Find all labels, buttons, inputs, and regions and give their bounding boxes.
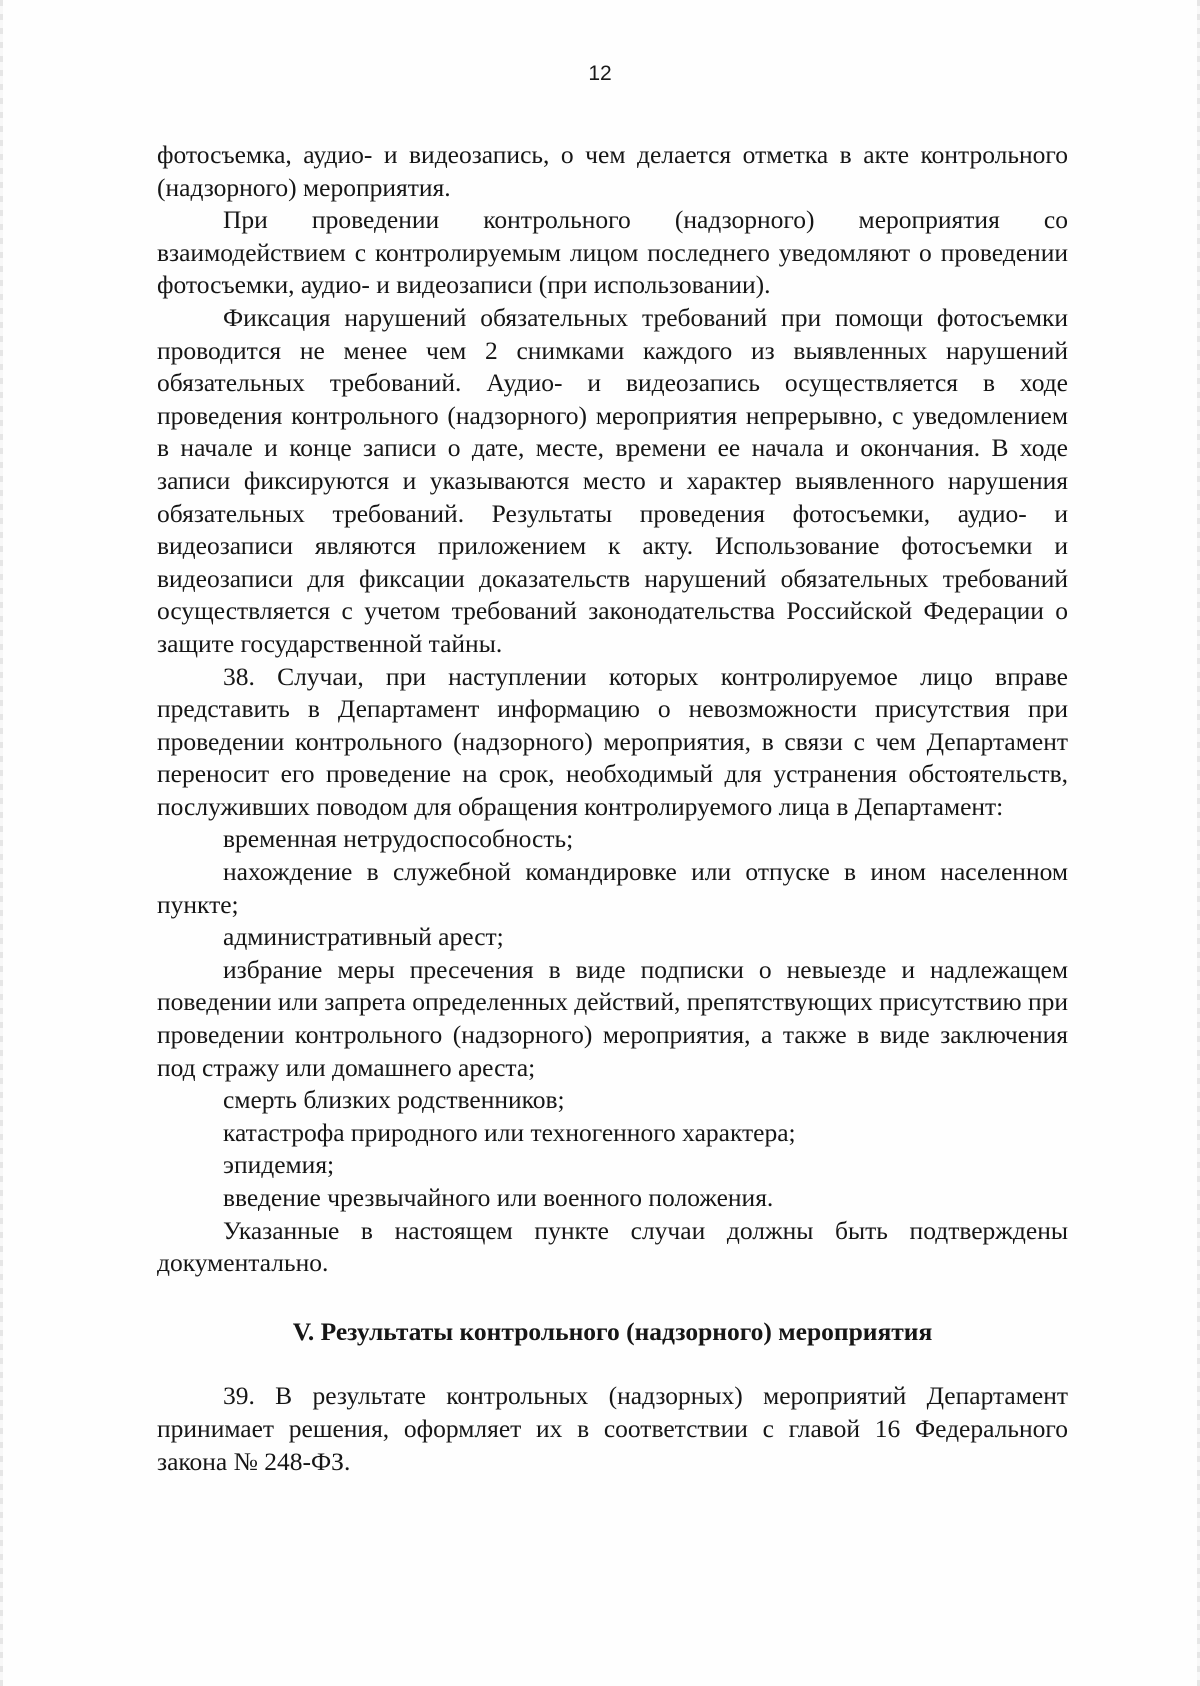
- paragraph-continuation: фотосъемка, аудио- и видеозапись, о чем делается отметка в акте контрольного (надзорного) мероприятия.: [157, 140, 1068, 202]
- section-heading: V. Результаты контрольного (надзорного) мероприятия: [292, 1316, 933, 1346]
- paragraph-notification: При проведении контрольного (надзорного) мероприятия со взаимодействием с контролируемым лицом последнего уведомляют о проведении фотосъемки, аудио- и видеозаписи (при использовании).: [157, 205, 1068, 300]
- list-item-catastrophe: катастрофа природного или техногенного характера;: [223, 1117, 796, 1147]
- list-item-death: смерть близких родственников;: [223, 1085, 565, 1115]
- list-item-business-trip: нахождение в служебной командировке или отпуске в ином населенном пункте;: [157, 857, 1068, 919]
- list-item-disability: временная нетрудоспособность;: [223, 824, 574, 854]
- list-item-restraint: избрание меры пресечения в виде подписки о невыезде и надлежащем поведении или запрета определенных действий, препятствующих присутствию при проведении контрольного (надзорного) мероприятия, а также в виде заключения под стражу или домашнего ареста;: [157, 954, 1068, 1082]
- list-item-arrest: административный арест;: [223, 922, 504, 952]
- page-number: 12: [588, 62, 612, 85]
- paragraph-confirmation: Указанные в настоящем пункте случаи должны быть подтверждены документально.: [157, 1215, 1068, 1278]
- list-item-epidemic: эпидемия;: [223, 1150, 335, 1180]
- paragraph-item-39: 39. В результате контрольных (надзорных) мероприятий Департамент принимает решения, оформляет их в соответствии с главой 16 Федерального закона № 248-ФЗ.: [157, 1381, 1068, 1476]
- list-item-emergency: введение чрезвычайного или военного положения.: [223, 1183, 774, 1212]
- document-body: [157, 139, 1068, 1478]
- scan-edge-left: [0, 0, 3, 1686]
- paragraph-item-38: 38. Случаи, при наступлении которых контролируемое лицо вправе представить в Департамент информацию о невозможности присутствия при проведении контрольного (надзорного) мероприятия, в связи с чем Департамент переносит его проведение на срок, необходимый для устранения обстоятельств, послуживших поводом для обращения контролируемого лица в Департамент:: [157, 661, 1068, 821]
- paragraph-fixation: Фиксация нарушений обязательных требований при помощи фотосъемки проводится не менее чем 2 снимками каждого из выявленных нарушений обязательных требований. Аудио- и видеозапись осуществляется в ходе проведения контрольного (надзорного) мероприятия непрерывно, с уведомлением в начале и конце записи о дате, месте, времени ее начала и окончания. В ходе записи фиксируются и указываются место и характер выявленного нарушения обязательных требований. Результаты проведения фотосъемки, аудио- и видеозаписи являются приложением к акту. Использование фотосъемки и видеозаписи для фиксации доказательств нарушений обязательных требований осуществляется с учетом требований законодательства Российской Федерации о защите государственной тайны.: [157, 302, 1068, 658]
